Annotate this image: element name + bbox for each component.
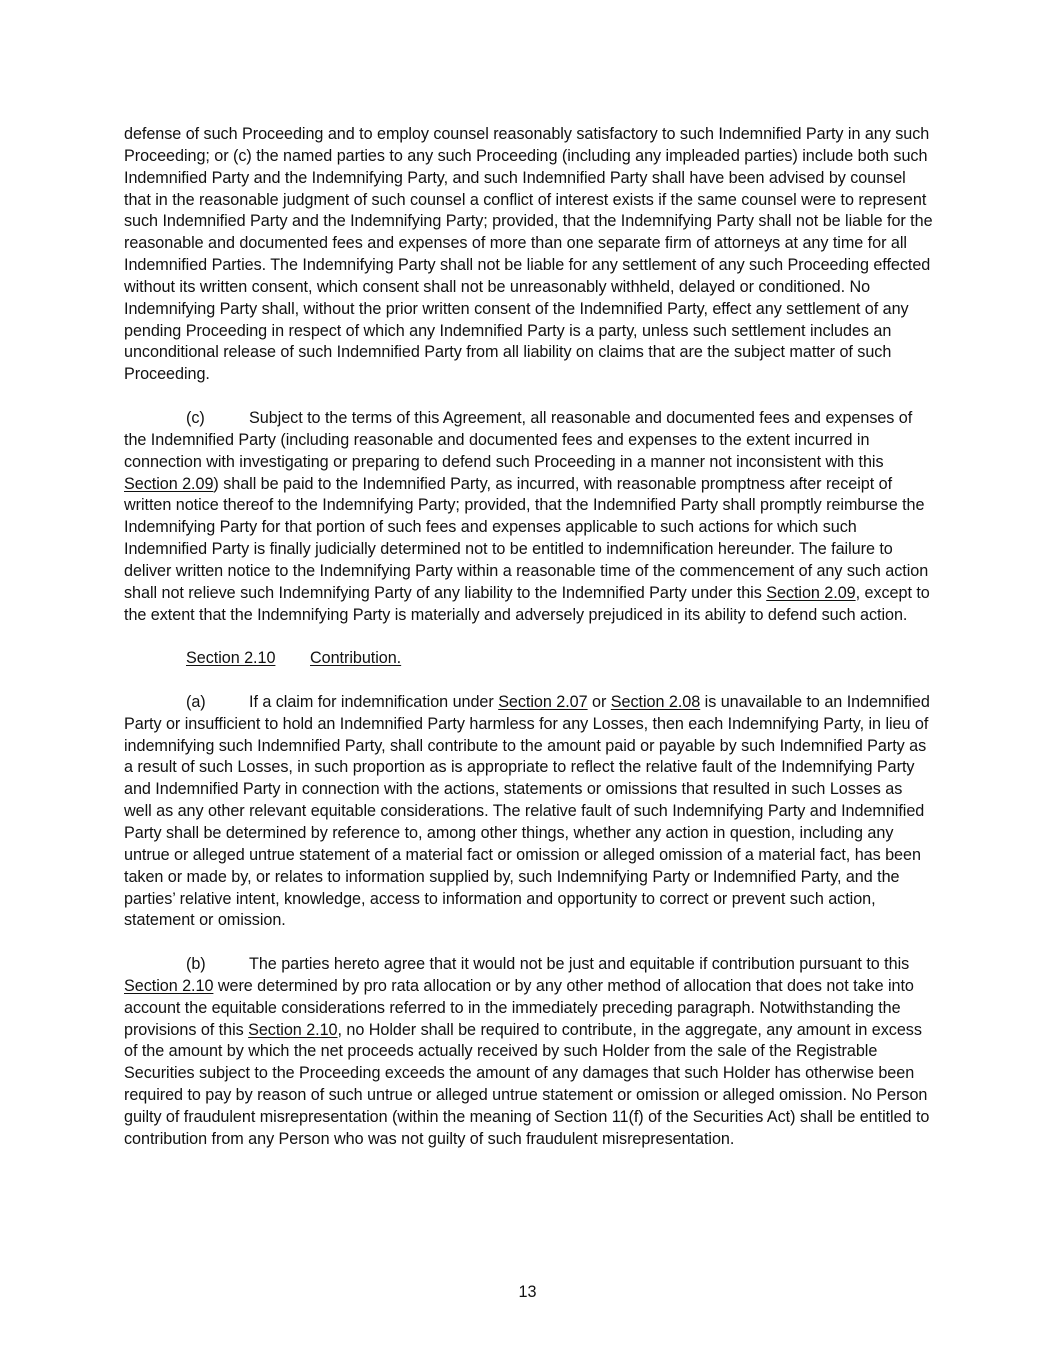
paragraph-a-text-2: or	[587, 692, 611, 711]
paragraph-a-text-1: If a claim for indemnification under	[249, 692, 499, 711]
paragraph-label-c: (c)	[186, 408, 205, 427]
document-body	[124, 124, 934, 1173]
section-heading	[186, 648, 934, 670]
paragraph-c	[124, 408, 934, 626]
page-number: 13	[518, 1283, 537, 1301]
paragraph-b	[124, 954, 934, 1151]
cross-reference-section-2-10: Section 2.10	[248, 1020, 338, 1039]
paragraph-b-text-2: were determined by pro rata allocation or by any other method of allocation that does not take into account the equitable considerations referred to in the immediately preceding paragraph. Notwithstanding the provisions of this	[124, 976, 914, 1039]
paragraph-b-text-3: , no Holder shall be required to contribute, in the aggregate, any amount in excess of the amount by which the net proceeds actually received by such Holder from the sale of the Registrable Securities subject to the Proceeding exceeds the amount of any damages that such Holder has otherwise been required to pay by reason of such untrue or alleged untrue statement or omission or alleged omission. No Person guilty of fraudulent misrepresentation (within the meaning of Section 11(f) of the Securities Act) shall be entitled to contribution from any Person who was not guilty of such fraudulent misrepresentation.	[124, 1020, 930, 1148]
section-title: Contribution.	[310, 649, 402, 668]
cross-reference-section-2-07: Section 2.07	[498, 692, 588, 711]
cross-reference-section-2-08: Section 2.08	[610, 692, 701, 711]
cross-reference-section-2-09: Section 2.09	[124, 474, 214, 493]
section-number: Section 2.10	[186, 649, 276, 668]
paragraph-a-text-3: is unavailable to an Indemnified Party or insufficient to hold an Indemnified Party harmless for any Losses, then each Indemnifying Party, in lieu of indemnifying such Indemnified Party, shall contribute to the amount paid or payable by such Indemnified Party as a result of such Losses, in such proportion as is appropriate to reflect the relative fault of the Indemnifying Party and Indemnified Party in connection with the actions, statements or omissions that resulted in such Losses as well as any other relevant equitable considerations. The relative fault of such Indemnifying Party and Indemnified Party shall be determined by reference to, among other things, whether any action in question, including any untrue or alleged untrue statement of a material fact or omission or alleged omission of a material fact, has been taken or made by, or relates to information supplied by, such Indemnifying Party or Indemnified Party, and the parties’ relative intent, knowledge, access to information and opportunity to correct or prevent such action, statement or omission.	[124, 692, 930, 930]
paragraph-c-text-2: ) shall be paid to the Indemnified Party, as incurred, with reasonable promptness after receipt of written notice thereof to the Indemnifying Party; provided, that the Indemnified Party shall promptly reimburse the Indemnifying Party for that portion of such fees and expenses applicable to such actions for which such Indemnified Party is finally judicially determined not to be entitled to indemnification hereunder. The failure to deliver written notice to the Indemnifying Party within a reasonable time of the commencement of any such action shall not relieve such Indemnifying Party of any liability to the Indemnified Party under this	[124, 474, 929, 602]
paragraph-c-text-3: , except to the extent that the Indemnifying Party is materially and adversely prejudiced in its ability to defend such action.	[124, 583, 930, 624]
paragraph-continuation: defense of such Proceeding and to employ counsel reasonably satisfactory to such Indemnified Party in any such Proceeding; or (c) the named parties to any such Proceeding (including any impleaded parties) include both such Indemnified Party and the Indemnifying Party, and such Indemnified Party shall have been advised by counsel that in the reasonable judgment of such counsel a conflict of interest exists if the same counsel were to represent such Indemnified Party and the Indemnifying Party; provided, that the Indemnifying Party shall not be liable for the reasonable and documented fees and expenses of more than one separate firm of attorneys at any time for all Indemnified Parties. The Indemnifying Party shall not be liable for any settlement of any such Proceeding effected without its written consent, which consent shall not be unreasonably withheld, delayed or conditioned. No Indemnifying Party shall, without the prior written consent of the Indemnified Party, effect any settlement of any pending Proceeding in respect of which any Indemnified Party is a party, unless such settlement includes an unconditional release of such Indemnified Party from all liability on claims that are the subject matter of such Proceeding.	[124, 125, 933, 384]
paragraph-label-b: (b)	[186, 955, 206, 974]
paragraph-b-text-1: The parties hereto agree that it would not be just and equitable if contribution pursuant to this	[249, 955, 910, 974]
cross-reference-section-2-10: Section 2.10	[124, 976, 214, 995]
cross-reference-section-2-09: Section 2.09	[766, 583, 856, 602]
paragraph-c-text-1: Subject to the terms of this Agreement, all reasonable and documented fees and expenses of the Indemnified Party (including reasonable and documented fees and expenses to the extent incurred in connection with investigating or preparing to defend such Proceeding in a manner not inconsistent with this	[124, 408, 913, 471]
paragraph-label-a: (a)	[186, 692, 206, 711]
paragraph-a	[124, 692, 934, 932]
